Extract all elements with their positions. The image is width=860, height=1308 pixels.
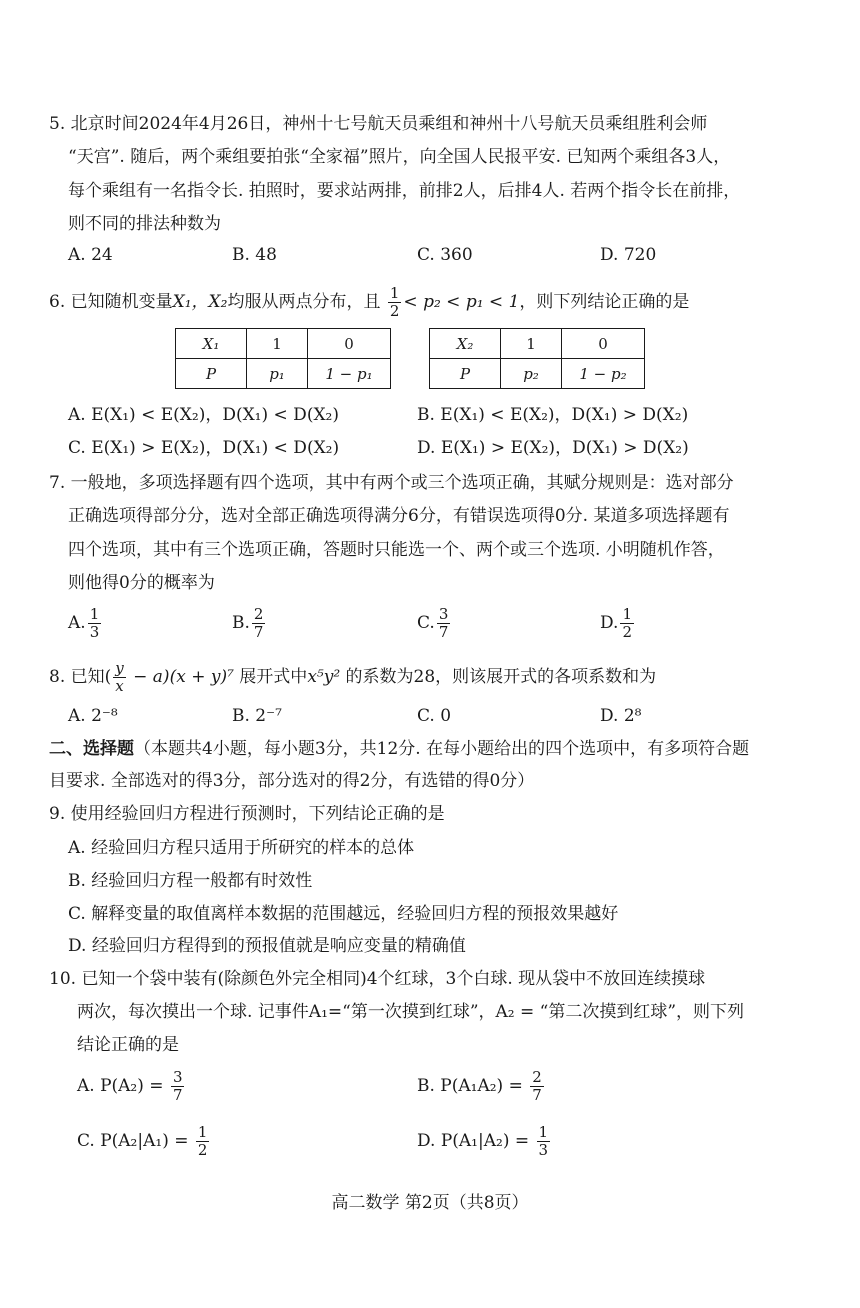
q10-option-d-den: 3 [538,1141,549,1159]
q10-option-b-den: 7 [532,1086,542,1104]
q8-frac-num: y [115,659,124,677]
q10-option-c [77,1124,211,1159]
q8-option-b: B. 2⁻⁷ [232,706,282,726]
section-2-title: 二、选择题 [49,739,134,759]
q7-option-c-num: 3 [438,605,449,623]
q10-option-b [417,1069,546,1104]
q6-t1-header-var: X₁ [202,334,220,353]
q6-t2-1-minus-p2: 1 − p₂ [579,364,627,383]
q6-t2-header-1: 1 [501,329,562,359]
q10-option-a-num: 3 [172,1068,183,1086]
q7-stem-line-3: 四个选项，其中有三个选项正确，答题时只能选一个、两个或三个选项. 小明随机作答， [68,540,725,560]
q6-t1-1-minus-p1: 1 − p₁ [325,364,373,383]
q9-option-a: A. 经验回归方程只适用于所研究的样本的总体 [68,838,415,858]
section-2-heading [49,738,749,760]
q8-mid: 展开式中 [233,667,308,687]
q6-option-a: A. E(X₁) < E(X₂)，D(X₁) < D(X₂) [68,405,339,425]
q10-option-a-label: A. P(A₂) = [77,1076,164,1096]
q6-option-b: B. E(X₁) < E(X₂)，D(X₁) > D(X₂) [417,405,689,425]
q7-stem-line-4: 则他得0分的概率为 [68,573,215,593]
q6-distribution-table-x1 [175,328,391,389]
section-2-instructions: （本题共4小题，每小题3分，共12分. 在每小题给出的四个选项中，有多项符合题 [134,739,750,759]
q10-option-a [77,1069,186,1104]
q10-option-d [417,1124,552,1159]
q9-option-d: D. 经验回归方程得到的预报值就是响应变量的精确值 [68,936,466,956]
q7-option-d-label: D. [600,613,619,633]
q8-y-over-x-fraction [113,660,125,695]
q7-option-d-num: 1 [622,605,632,623]
q7-stem-line-2: 正确选项得部分分，选对全部正确选项得满分6分，有错误选项得0分. 某道多项选择题有 [68,506,730,526]
q5-option-d: D. 720 [600,245,657,265]
q5-stem-line-2: “天宫”. 随后，两个乘组要拍张“全家福”照片，向全国人民报平安. 已知两个乘组各3人， [68,147,731,167]
q9-stem: 9. 使用经验回归方程进行预测时，下列结论正确的是 [49,804,445,824]
q7-option-b-num: 2 [253,605,264,623]
q6-option-d: D. E(X₁) > E(X₂)，D(X₁) > D(X₂) [417,438,689,458]
q6-frac-den: 2 [389,302,400,320]
q7-option-d [600,606,636,641]
q8-suffix: 的系数为28，则该展开式的各项系数和为 [340,667,657,687]
q7-option-b-den: 7 [253,623,264,641]
q6-frac-num: 1 [389,284,400,302]
q6-t2-p-label: P [459,364,471,383]
q6-distribution-table-x2 [429,328,645,389]
q6-t1-p1: p₁ [269,364,285,383]
q8-expression: − a)(x + y)⁷ [127,667,234,687]
q6-t1-header-1: 1 [247,329,308,359]
q6-t2-header-0: 0 [562,329,645,359]
q10-stem-line-1: 10. 已知一个袋中装有(除颜色外完全相同)4个红球，3个白球. 现从袋中不放回连续摸球 [49,969,706,989]
q8-term: x⁵y² [307,667,341,687]
q6-t1-p-label: P [205,364,217,383]
q6-option-c: C. E(X₁) > E(X₂)，D(X₁) < D(X₂) [68,438,340,458]
q10-option-c-den: 2 [197,1141,208,1159]
q10-option-b-num: 2 [532,1068,542,1086]
q9-option-c: C. 解释变量的取值离样本数据的范围越远，经验回归方程的预报效果越好 [68,904,619,924]
q7-stem-line-1: 7. 一般地，多项选择题有四个选项，其中有两个或三个选项正确，其赋分规则是：选对部分 [49,473,734,493]
q6-stem-suffix: ，则下列结论正确的是 [519,292,690,312]
q7-option-a [68,606,103,641]
q6-stem [49,285,689,320]
q7-option-b [232,606,267,641]
section-2-heading-line-2: 目要求. 全部选对的得3分，部分选对的得2分，有选错的得0分） [49,771,535,791]
page-footer: 高二数学 第2页（共8页） [331,1193,529,1213]
q8-option-a: A. 2⁻⁸ [68,706,118,726]
q8-frac-den: x [115,677,124,695]
q7-option-a-label: A. [68,613,86,633]
q5-option-a: A. 24 [68,245,113,265]
q8-stem [49,660,656,695]
q7-option-a-den: 3 [89,623,100,641]
q7-option-c-den: 7 [438,623,449,641]
q8-prefix: 8. 已知( [49,667,112,687]
q10-stem-line-2: 两次，每次摸出一个球. 记事件A₁=“第一次摸到红球”，A₂ = “第二次摸到红球”，则下列 [77,1002,745,1022]
q5-option-b: B. 48 [232,245,277,265]
q6-stem-ineq: < p₂ < p₁ < 1 [403,292,520,312]
q5-option-c: C. 360 [417,245,473,265]
q10-stem-line-3: 结论正确的是 [77,1035,179,1055]
q8-option-c: C. 0 [417,706,452,726]
q6-half-fraction [388,285,402,320]
q7-option-b-label: B. [232,613,250,633]
q7-option-c-label: C. [417,613,435,633]
q5-stem-line-3: 每个乘组有一名指令长. 拍照时，要求站两排，前排2人，后排4人. 若两个指令长在前排， [68,181,741,201]
q6-stem-mid: 均服从两点分布，且 [227,292,381,312]
q7-option-a-num: 1 [89,605,100,623]
q10-option-c-label: C. P(A₂|A₁) = [77,1131,189,1151]
q7-option-d-den: 2 [622,623,632,641]
q10-option-b-label: B. P(A₁A₂) = [417,1076,523,1096]
q9-option-b: B. 经验回归方程一般都有时效性 [68,871,313,891]
q8-option-d: D. 2⁸ [600,706,642,726]
q6-t2-header-var: X₂ [456,334,474,353]
q10-option-d-label: D. P(A₁|A₂) = [417,1131,530,1151]
q10-option-a-den: 7 [172,1086,183,1104]
q10-option-c-num: 1 [197,1123,208,1141]
q5-stem-line-1: 5. 北京时间2024年4月26日，神州十七号航天员乘组和神州十八号航天员乘组胜利会师 [49,114,708,134]
q6-stem-prefix: 6. 已知随机变量 [49,292,173,312]
q5-stem-line-4: 则不同的排法种数为 [68,214,221,234]
q6-t2-p2: p₂ [523,364,539,383]
q6-t1-header-0: 0 [308,329,391,359]
q6-stem-vars: X₁，X₂ [172,292,228,312]
q7-option-c [417,606,452,641]
q10-option-d-num: 1 [538,1123,549,1141]
